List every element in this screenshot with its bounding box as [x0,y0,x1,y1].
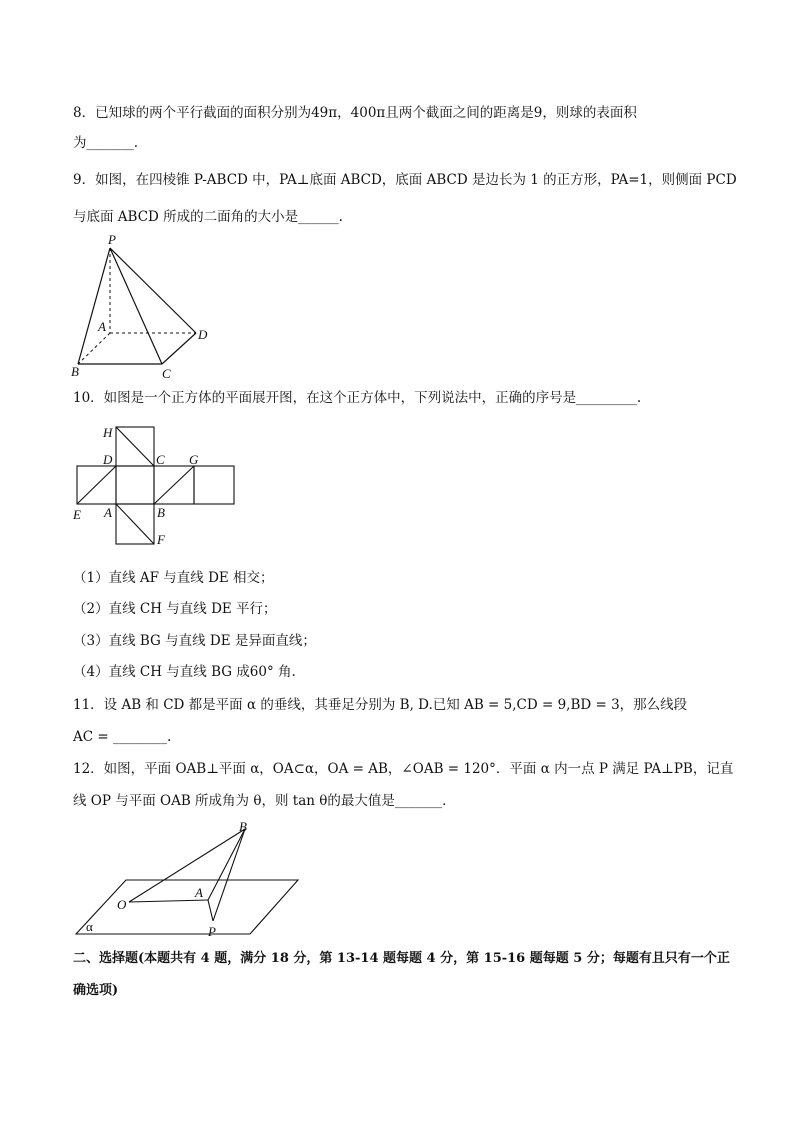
q10-label-e: E [73,507,81,522]
q9-label-b: B [71,364,79,379]
q10-item-1: （1）直线 AF 与直线 DE 相交； [73,570,274,586]
q10-label-c: C [156,452,165,467]
q10-item-3: （3）直线 BG 与直线 DE 是异面直线； [73,633,316,649]
section2-heading-line1: 二、选择题(本题共有 4 题，满分 18 分，第 13-14 题每题 4 分，第 15-16 题每题 5 分；每题有且只有一个正 [73,951,730,966]
q9-label-c: C [162,366,171,380]
q11-line1: 11．设 AB 和 CD 都是平面 α 的垂线，其垂足分别为 B, D.已知 AB = 5,CD = 9,BD = 3，那么线段 [73,697,688,713]
q9-pyramid-figure [68,230,228,380]
q12-label-b: B [239,819,247,834]
q12-label-o: O [117,897,127,912]
q10-label-h: H [103,425,113,440]
q12-plane-figure [68,818,308,938]
section2-heading-line2: 确选项) [73,983,119,998]
q9-line1: 9．如图，在四棱锥 P-ABCD 中，PA⊥底面 ABCD，底面 ABCD 是边长为 1 的正方形，PA=1，则侧面 PCD [73,172,737,188]
q11-line2: AC = ________. [73,729,172,745]
q10-label-b: B [157,505,165,520]
q9-line2: 与底面 ABCD 所成的二面角的大小是______. [73,209,343,225]
q9-label-d: D [198,327,208,342]
q12-label-p: P [208,924,216,938]
q12-label-alpha: α [86,919,93,934]
q10-item-4: （4）直线 CH 与直线 BG 成60° 角. [73,664,296,680]
q10-label-g: G [189,452,199,467]
q10-cube-net-figure [68,420,248,555]
q10-label-f: F [157,532,165,547]
q9-label-p: P [108,232,116,247]
q9-label-a: A [98,319,106,334]
q8-line1: 8．已知球的两个平行截面的面积分别为49π，400π且两个截面之间的距离是9，则球的表面积 [73,105,637,121]
q12-line2: 线 OP 与平面 OAB 所成角为 θ，则 tan θ的最大值是_______． [73,793,456,809]
q10-label-a: A [104,505,112,520]
q10-line1: 10．如图是一个正方体的平面展开图，在这个正方体中，下列说法中，正确的序号是_________. [73,390,642,406]
q8-line2: 为_______. [73,135,139,151]
q12-label-a: A [195,885,203,900]
q10-item-2: （2）直线 CH 与直线 DE 平行； [73,601,277,617]
q12-line1: 12．如图，平面 OAB⊥平面 α，OA⊂α，OA = AB，∠OAB = 120°．平面 α 内一点 P 满足 PA⊥PB，记直 [73,761,734,777]
q10-label-d: D [103,452,113,467]
